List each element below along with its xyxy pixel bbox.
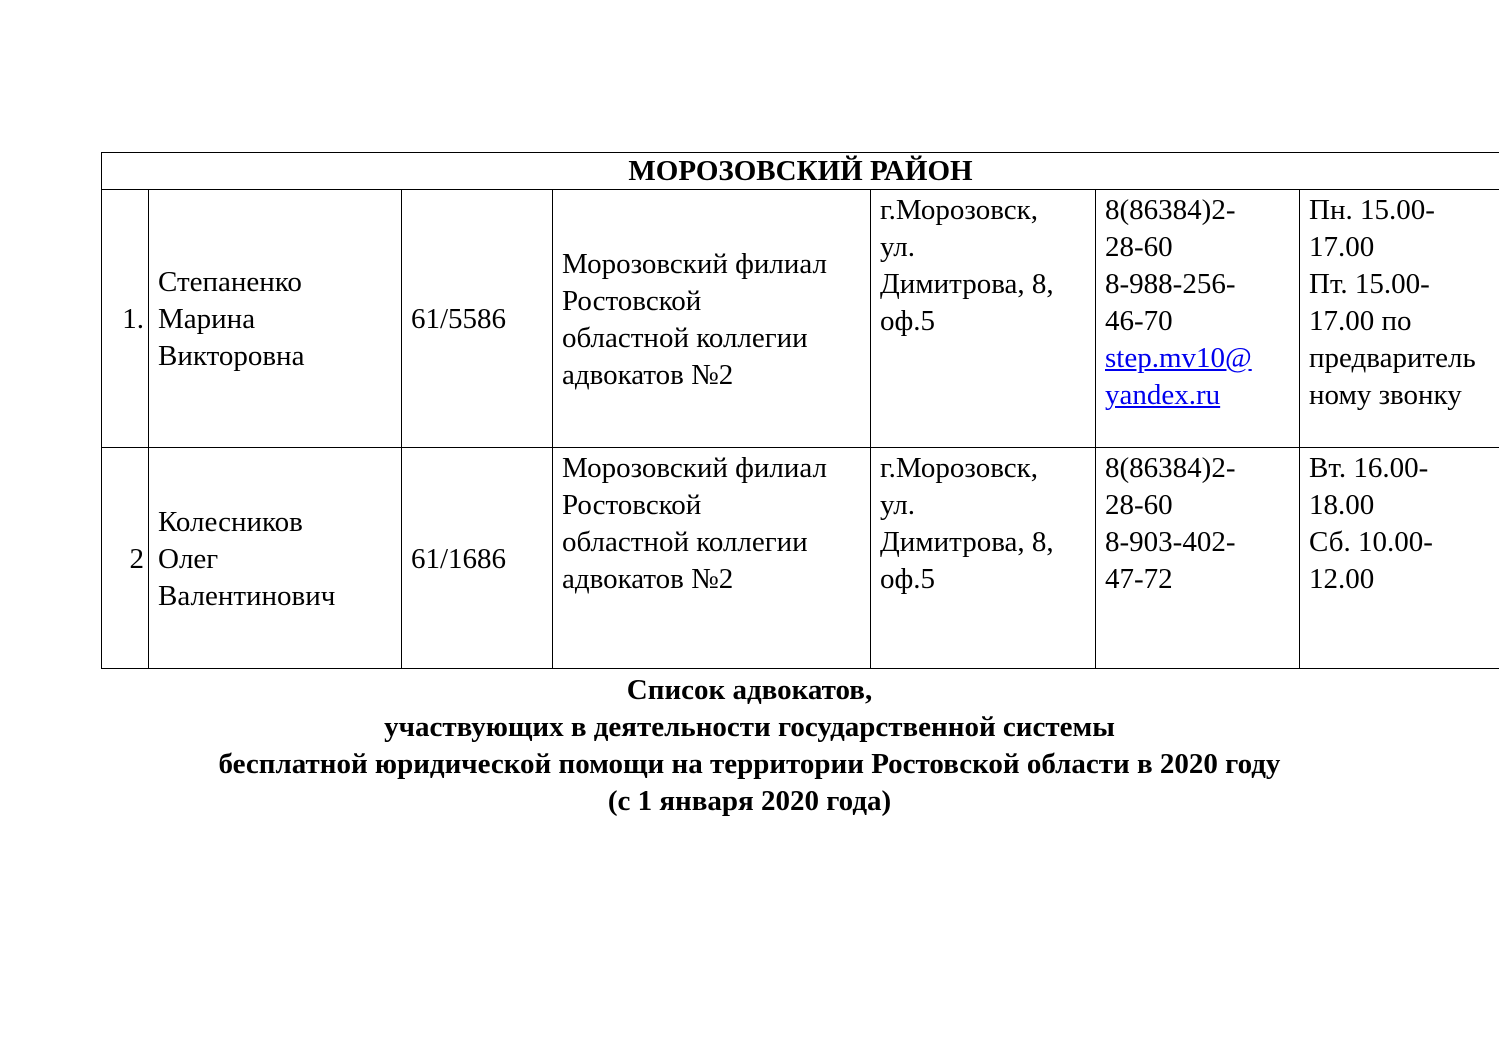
contacts-cell bbox=[1096, 190, 1300, 448]
title-line: Список адвокатов, bbox=[626, 674, 873, 706]
lawyers-table bbox=[101, 152, 1499, 669]
row-number: 1. bbox=[102, 190, 149, 448]
schedule: Вт. 16.00- 18.00 Сб. 10.00- 12.00 bbox=[1300, 448, 1499, 669]
lawyer-name: Колесников Олег Валентинович bbox=[149, 448, 402, 669]
title-line: бесплатной юридической помощи на территории Ростовской области в 2020 году bbox=[218, 748, 1281, 780]
title-line: участвующих в деятельности государственной системы bbox=[384, 711, 1115, 743]
document-title bbox=[0, 672, 1499, 820]
table-row bbox=[102, 190, 1499, 448]
phones: 8(86384)2- 28-60 8-903-402- 47-72 bbox=[1096, 448, 1300, 669]
organization: Морозовский филиал Ростовской областной коллегии адвокатов №2 bbox=[553, 190, 871, 448]
district-header: МОРОЗОВСКИЙ РАЙОН bbox=[102, 153, 1499, 190]
phones: 8(86384)2- 28-60 8-988-256- 46-70 bbox=[1105, 194, 1236, 337]
registry-number: 61/1686 bbox=[402, 448, 553, 669]
address: г.Морозовск, ул. Димитрова, 8, оф.5 bbox=[871, 190, 1096, 448]
district-header-row bbox=[102, 153, 1499, 190]
registry-number: 61/5586 bbox=[402, 190, 553, 448]
email-link[interactable]: step.mv10@ yandex.ru bbox=[1105, 342, 1252, 411]
table-row bbox=[102, 448, 1499, 669]
organization: Морозовский филиал Ростовской областной коллегии адвокатов №2 bbox=[553, 448, 871, 669]
title-line: (с 1 января 2020 года) bbox=[607, 785, 892, 817]
address: г.Морозовск, ул. Димитрова, 8, оф.5 bbox=[871, 448, 1096, 669]
row-number: 2 bbox=[102, 448, 149, 669]
lawyer-name: Степаненко Марина Викторовна bbox=[149, 190, 402, 448]
schedule: Пн. 15.00- 17.00 Пт. 15.00- 17.00 по предваритель ному звонку bbox=[1300, 190, 1499, 448]
